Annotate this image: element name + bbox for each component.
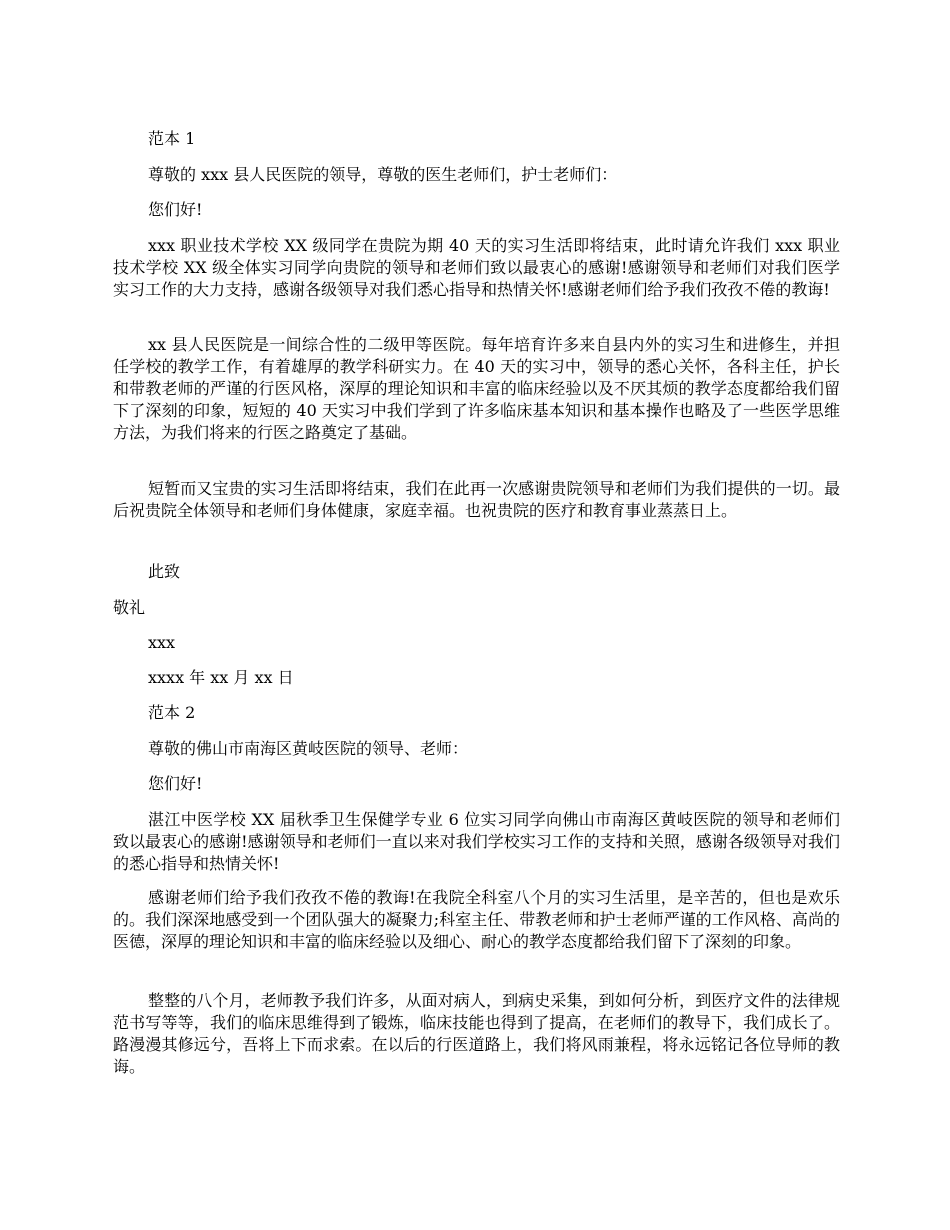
closing-line: 此致: [148, 562, 181, 581]
signature-date: xxxx 年 xx 月 xx 日: [148, 668, 294, 687]
body-paragraph: 整整的八个月，老师教予我们许多，从面对病人，到病史采集，到如何分析，到医疗文件的法律规范书写等等，我们的临床思维得到了锻炼，临床技能也得到了提高，在老师们的教导下，我们成长了。路漫漫其修远兮，吾将上下而求索。在以后的行医道路上，我们将风雨兼程，将永远铭记各位导师的教诲。: [113, 991, 840, 1076]
body-paragraph: 短暂而又宝贵的实习生活即将结束，我们在此再一次感谢贵院领导和老师们为我们提供的一切。最后祝贵院全体领导和老师们身体健康，家庭幸福。也祝贵院的医疗和教育事业蒸蒸日上。: [113, 479, 840, 520]
greeting: 您们好!: [148, 200, 203, 219]
signature-name: xxx: [148, 633, 176, 652]
salutation: 尊敬的 xxx 县人民医院的领导，尊敬的医生老师们，护士老师们：: [148, 165, 618, 184]
closing-regards: 敬礼: [113, 598, 146, 617]
section-heading-sample-2: 范本 2: [148, 703, 196, 722]
body-paragraph: xxx 职业技术学校 XX 级同学在贵院为期 40 天的实习生活即将结束，此时请允许我们 xxx 职业技术学校 XX 级全体实习同学向贵院的领导和老师们致以最衷心的感谢!感谢领导和老师们对我们医学实习工作的大力支持，感谢各级领导对我们悉心指导和热情关怀!感谢老师们给予我们孜孜不倦的教诲!: [113, 236, 840, 299]
body-paragraph: 湛江中医学校 XX 届秋季卫生保健学专业 6 位实习同学向佛山市南海区黄岐医院的领导和老师们致以最衷心的感谢!感谢领导和老师们一直以来对我们学校实习工作的支持和关照，感谢各级领导对我们的悉心指导和热情关怀!: [113, 810, 840, 873]
greeting: 您们好!: [148, 774, 203, 793]
body-paragraph: xx 县人民医院是一间综合性的二级甲等医院。每年培育许多来自县内外的实习生和进修生，并担任学校的教学工作，有着雄厚的教学科研实力。在 40 天的实习中，领导的悉心关怀，各科主任，护长和带教老师的严谨的行医风格，深厚的理论知识和丰富的临床经验以及不厌其烦的教学态度都给我们留下了深刻的印象，短短的 40 天实习中我们学到了许多临床基本知识和基本操作也略及了一些医学思维方法，为我们将来的行医之路奠定了基础。: [113, 335, 840, 442]
section-heading-sample-1: 范本 1: [148, 129, 196, 148]
salutation: 尊敬的佛山市南海区黄岐医院的领导、老师：: [148, 739, 469, 758]
body-paragraph: 感谢老师们给予我们孜孜不倦的教诲!在我院全科室八个月的实习生活里，是辛苦的，但也是欢乐的。我们深深地感受到一个团队强大的凝聚力;科室主任、带教老师和护士老师严谨的工作风格、高尚的医德，深厚的理论知识和丰富的临床经验以及细心、耐心的教学态度都给我们留下了深刻的印象。: [113, 888, 840, 951]
